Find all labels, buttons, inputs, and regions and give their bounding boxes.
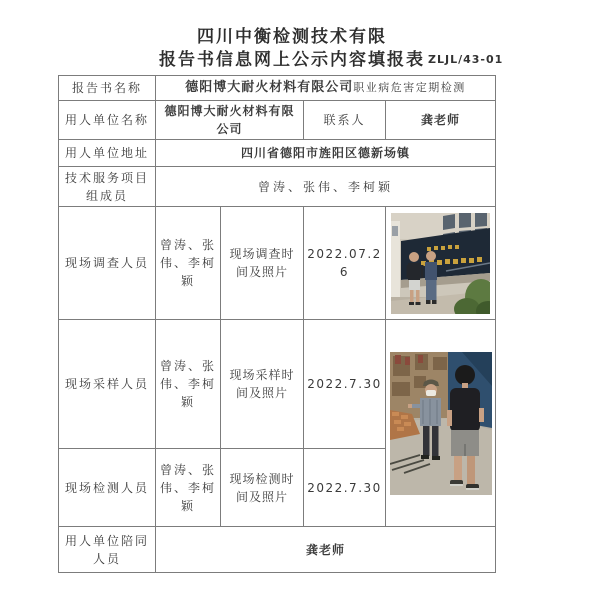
site-survey-row [59,207,496,320]
form-title-line2: 报告书信息网上公示内容填报表 [159,50,425,70]
contact-label: 联系人 [304,101,386,140]
report-name-suffix: 职业病危害定期检测 [353,81,466,95]
employer-address-label: 用人单位地址 [59,140,156,167]
report-name-company: 德阳博大耐火材料有限公司 [185,80,354,96]
employer-name-row [59,101,496,140]
site-testing-time-label: 现场检测时间及照片 [221,449,304,527]
site-survey-photo-cell [386,207,496,320]
site-sampling-label: 现场采样人员 [59,320,156,449]
team-members-label: 技术服务项目组成员 [59,167,156,207]
report-name-label: 报告书名称 [59,76,156,101]
escort-value: 龚老师 [156,527,496,573]
employer-name-label: 用人单位名称 [59,101,156,140]
report-name-value [156,76,496,101]
site-sampling-date: 2022.7.30 [304,320,386,449]
employer-address-row [59,140,496,167]
escort-row [59,527,496,573]
team-members-value: 曾涛、张伟、李柯颖 [156,167,496,207]
site-survey-photo [391,213,490,314]
site-survey-names: 曾涛、张伟、李柯颖 [156,207,221,320]
report-name-row [59,76,496,101]
site-survey-date: 2022.07.26 [304,207,386,320]
site-testing-names: 曾涛、张伟、李柯颖 [156,449,221,527]
site-survey-label: 现场调查人员 [59,207,156,320]
form-title-line1: 四川中衡检测技术有限 [197,27,387,47]
site-sampling-time-label: 现场采样时间及照片 [221,320,304,449]
report-info-table [58,75,496,573]
site-sampling-names: 曾涛、张伟、李柯颖 [156,320,221,449]
contact-name: 龚老师 [386,101,496,140]
site-sampling-photo-cell [386,320,496,527]
site-sampling-row [59,320,496,449]
team-members-row [59,167,496,207]
site-testing-label: 现场检测人员 [59,449,156,527]
document-code: ZLJL/43-01 [428,53,504,66]
site-testing-date: 2022.7.30 [304,449,386,527]
employer-name-value: 德阳博大耐火材料有限公司 [156,101,304,140]
escort-label: 用人单位陪同人员 [59,527,156,573]
employer-address-value: 四川省德阳市旌阳区德新场镇 [156,140,496,167]
site-sampling-photo [390,352,492,495]
site-survey-time-label: 现场调查时间及照片 [221,207,304,320]
